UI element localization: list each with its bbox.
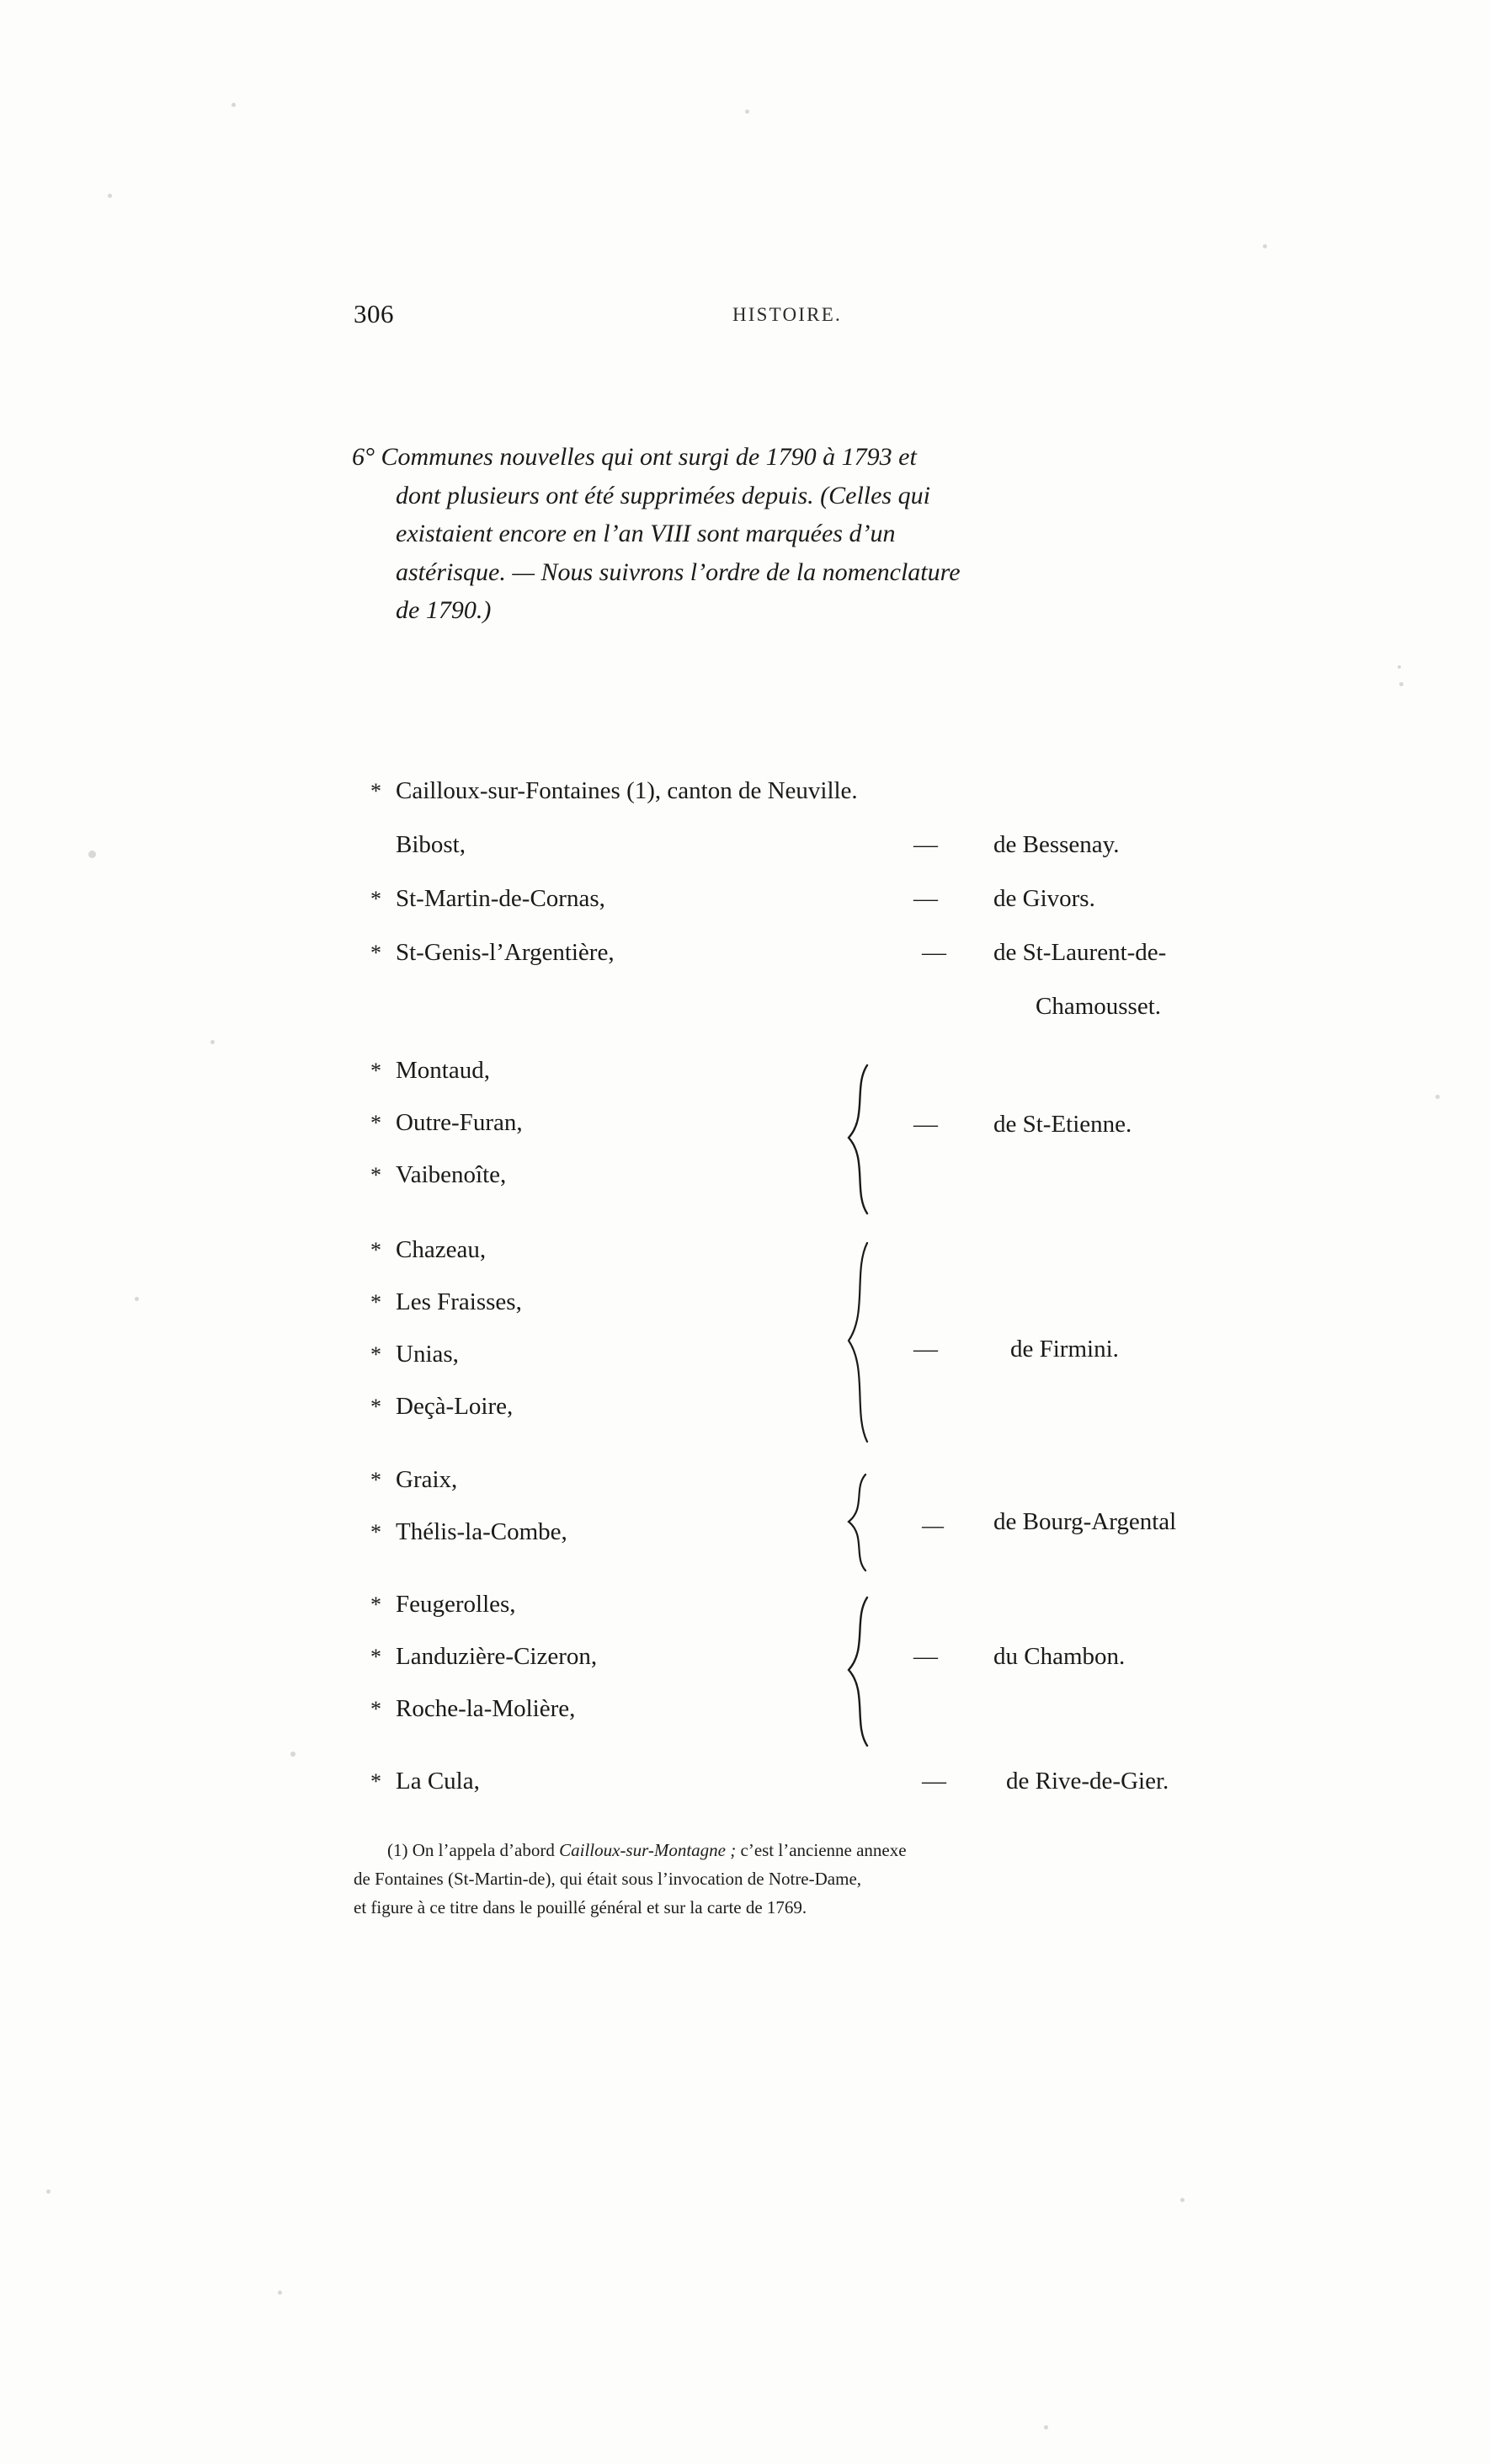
commune-name: Landuzière-Cizeron, bbox=[396, 1643, 598, 1670]
intro-line-4: astérisque. — Nous suivrons l’ordre de la nomenclature bbox=[396, 557, 961, 586]
intro-line-1 bbox=[352, 438, 1244, 477]
footnote-italic-title: Cailloux-sur-Montagne ; bbox=[559, 1840, 737, 1860]
scan-speck bbox=[1044, 2425, 1048, 2429]
commune-name: Montaud, bbox=[396, 1057, 490, 1084]
commune-name: St-Genis-l’Argentière, bbox=[396, 939, 615, 966]
commune-list bbox=[370, 779, 1305, 1821]
footnote-line-2: de Fontaines (St-Martin-de), qui était sous l’invocation de Notre-Dame, bbox=[354, 1869, 862, 1890]
footnote bbox=[354, 1836, 1263, 1922]
list-item bbox=[370, 779, 1305, 833]
running-head: HISTOIRE. bbox=[732, 304, 842, 325]
scan-speck bbox=[88, 851, 96, 858]
em-dash: — bbox=[922, 939, 946, 966]
page-number: 306 bbox=[354, 299, 394, 328]
scan-speck bbox=[745, 109, 749, 114]
commune-name: Cailloux-sur-Fontaines (1), canton de Neuville. bbox=[396, 777, 858, 804]
commune-name: Feugerolles, bbox=[396, 1591, 516, 1618]
parent-commune: de Bourg-Argental bbox=[993, 1508, 1177, 1535]
scan-speck bbox=[1399, 682, 1403, 686]
list-item bbox=[370, 833, 1305, 887]
em-dash: — bbox=[922, 1768, 946, 1795]
scan-speck bbox=[108, 194, 112, 198]
em-dash: — bbox=[913, 831, 938, 858]
asterisk-marker: * bbox=[370, 779, 381, 803]
list-item bbox=[370, 941, 1305, 995]
list-item bbox=[370, 1059, 1305, 1111]
parent-commune: de St-Etienne. bbox=[993, 1111, 1132, 1138]
commune-name: Vaibenoîte, bbox=[396, 1161, 507, 1188]
scan-speck bbox=[135, 1297, 139, 1301]
footnote-marker: (1) bbox=[387, 1840, 408, 1860]
commune-name: St-Martin-de-Cornas, bbox=[396, 885, 605, 912]
commune-name: Les Fraisses, bbox=[396, 1288, 522, 1315]
curly-brace-icon bbox=[842, 1473, 876, 1572]
list-item-continuation bbox=[370, 995, 1305, 1059]
intro-line-3: existaient encore en l’an VIII sont marquées d’un bbox=[396, 520, 896, 548]
parent-commune: de St-Laurent-de- bbox=[993, 939, 1167, 966]
section-intro bbox=[352, 438, 1244, 630]
em-dash: — bbox=[913, 1643, 938, 1670]
curly-brace-icon bbox=[842, 1064, 876, 1215]
em-dash: — bbox=[913, 1111, 938, 1138]
group-spacer bbox=[370, 1453, 1305, 1468]
asterisk-marker: * bbox=[370, 1520, 381, 1544]
asterisk-marker: * bbox=[370, 1238, 381, 1262]
asterisk-marker: * bbox=[370, 941, 381, 965]
section-number: 6° bbox=[352, 443, 375, 471]
list-item bbox=[370, 1290, 1305, 1342]
parent-commune: de Bessenay. bbox=[993, 831, 1120, 858]
intro-line-2: dont plusieurs ont été supprimées depuis. (Celles qui bbox=[396, 481, 930, 509]
parent-commune: du Chambon. bbox=[993, 1643, 1126, 1670]
asterisk-marker: * bbox=[370, 1592, 381, 1617]
asterisk-marker: * bbox=[370, 887, 381, 911]
commune-group bbox=[370, 1468, 1305, 1577]
parent-commune: de Rive-de-Gier. bbox=[1006, 1768, 1169, 1795]
parent-commune: de Givors. bbox=[993, 885, 1095, 912]
list-item bbox=[370, 1111, 1305, 1163]
list-item bbox=[370, 1645, 1305, 1697]
list-item bbox=[370, 1769, 1305, 1821]
scan-speck bbox=[290, 1752, 296, 1757]
scan-speck bbox=[210, 1040, 215, 1044]
em-dash: — bbox=[913, 885, 938, 912]
commune-name: La Cula, bbox=[396, 1768, 480, 1795]
asterisk-marker: * bbox=[370, 1059, 381, 1083]
commune-name: Graix, bbox=[396, 1466, 458, 1493]
list-item bbox=[370, 1697, 1305, 1749]
asterisk-marker: * bbox=[370, 1290, 381, 1315]
scan-speck bbox=[46, 2189, 51, 2194]
list-item bbox=[370, 1395, 1305, 1447]
asterisk-marker: * bbox=[370, 1163, 381, 1187]
footnote-text-a: On l’appela d’abord bbox=[412, 1840, 560, 1860]
commune-name: Roche-la-Molière, bbox=[396, 1695, 576, 1722]
asterisk-marker: * bbox=[370, 1395, 381, 1419]
commune-name: Outre-Furan, bbox=[396, 1109, 523, 1136]
list-item bbox=[370, 1163, 1305, 1215]
commune-group bbox=[370, 1592, 1305, 1754]
curly-brace-icon bbox=[842, 1596, 876, 1747]
parent-commune-continuation: Chamousset. bbox=[1036, 993, 1162, 1020]
commune-group bbox=[370, 1238, 1305, 1453]
parent-commune: de Firmini. bbox=[1010, 1336, 1119, 1363]
intro-text-1: Communes nouvelles qui ont surgi de 1790 à 1793 et bbox=[381, 443, 917, 471]
asterisk-marker: * bbox=[370, 1769, 381, 1794]
scan-speck bbox=[1435, 1095, 1440, 1099]
commune-name: Chazeau, bbox=[396, 1236, 487, 1263]
commune-name: Thélis-la-Combe, bbox=[396, 1518, 567, 1545]
page-header bbox=[0, 299, 1491, 333]
footnote-line-3: et figure à ce titre dans le pouillé général et sur la carte de 1769. bbox=[354, 1897, 807, 1918]
footnote-line-1 bbox=[354, 1836, 1263, 1864]
commune-name: Unias, bbox=[396, 1341, 459, 1368]
asterisk-marker: * bbox=[370, 1645, 381, 1669]
commune-name: Deçà-Loire, bbox=[396, 1393, 514, 1420]
list-item bbox=[370, 887, 1305, 941]
em-dash: — bbox=[913, 1336, 938, 1363]
scan-speck bbox=[1398, 665, 1401, 669]
em-dash: — bbox=[922, 1513, 944, 1538]
intro-line-5: de 1790.) bbox=[396, 596, 492, 625]
commune-name: Bibost, bbox=[396, 831, 466, 858]
asterisk-marker: * bbox=[370, 1111, 381, 1135]
scan-speck bbox=[1180, 2198, 1185, 2202]
asterisk-marker: * bbox=[370, 1697, 381, 1721]
scan-speck bbox=[278, 2291, 282, 2295]
scan-speck bbox=[1263, 244, 1267, 248]
scan-speck bbox=[232, 103, 236, 107]
list-item bbox=[370, 1238, 1305, 1290]
commune-group bbox=[370, 1059, 1305, 1223]
curly-brace-icon bbox=[842, 1241, 876, 1443]
asterisk-marker: * bbox=[370, 1342, 381, 1367]
list-item bbox=[370, 1342, 1305, 1395]
footnote-text-b: c’est l’ancienne annexe bbox=[736, 1840, 907, 1860]
asterisk-marker: * bbox=[370, 1468, 381, 1492]
list-item bbox=[370, 1592, 1305, 1645]
group-spacer bbox=[370, 1223, 1305, 1238]
